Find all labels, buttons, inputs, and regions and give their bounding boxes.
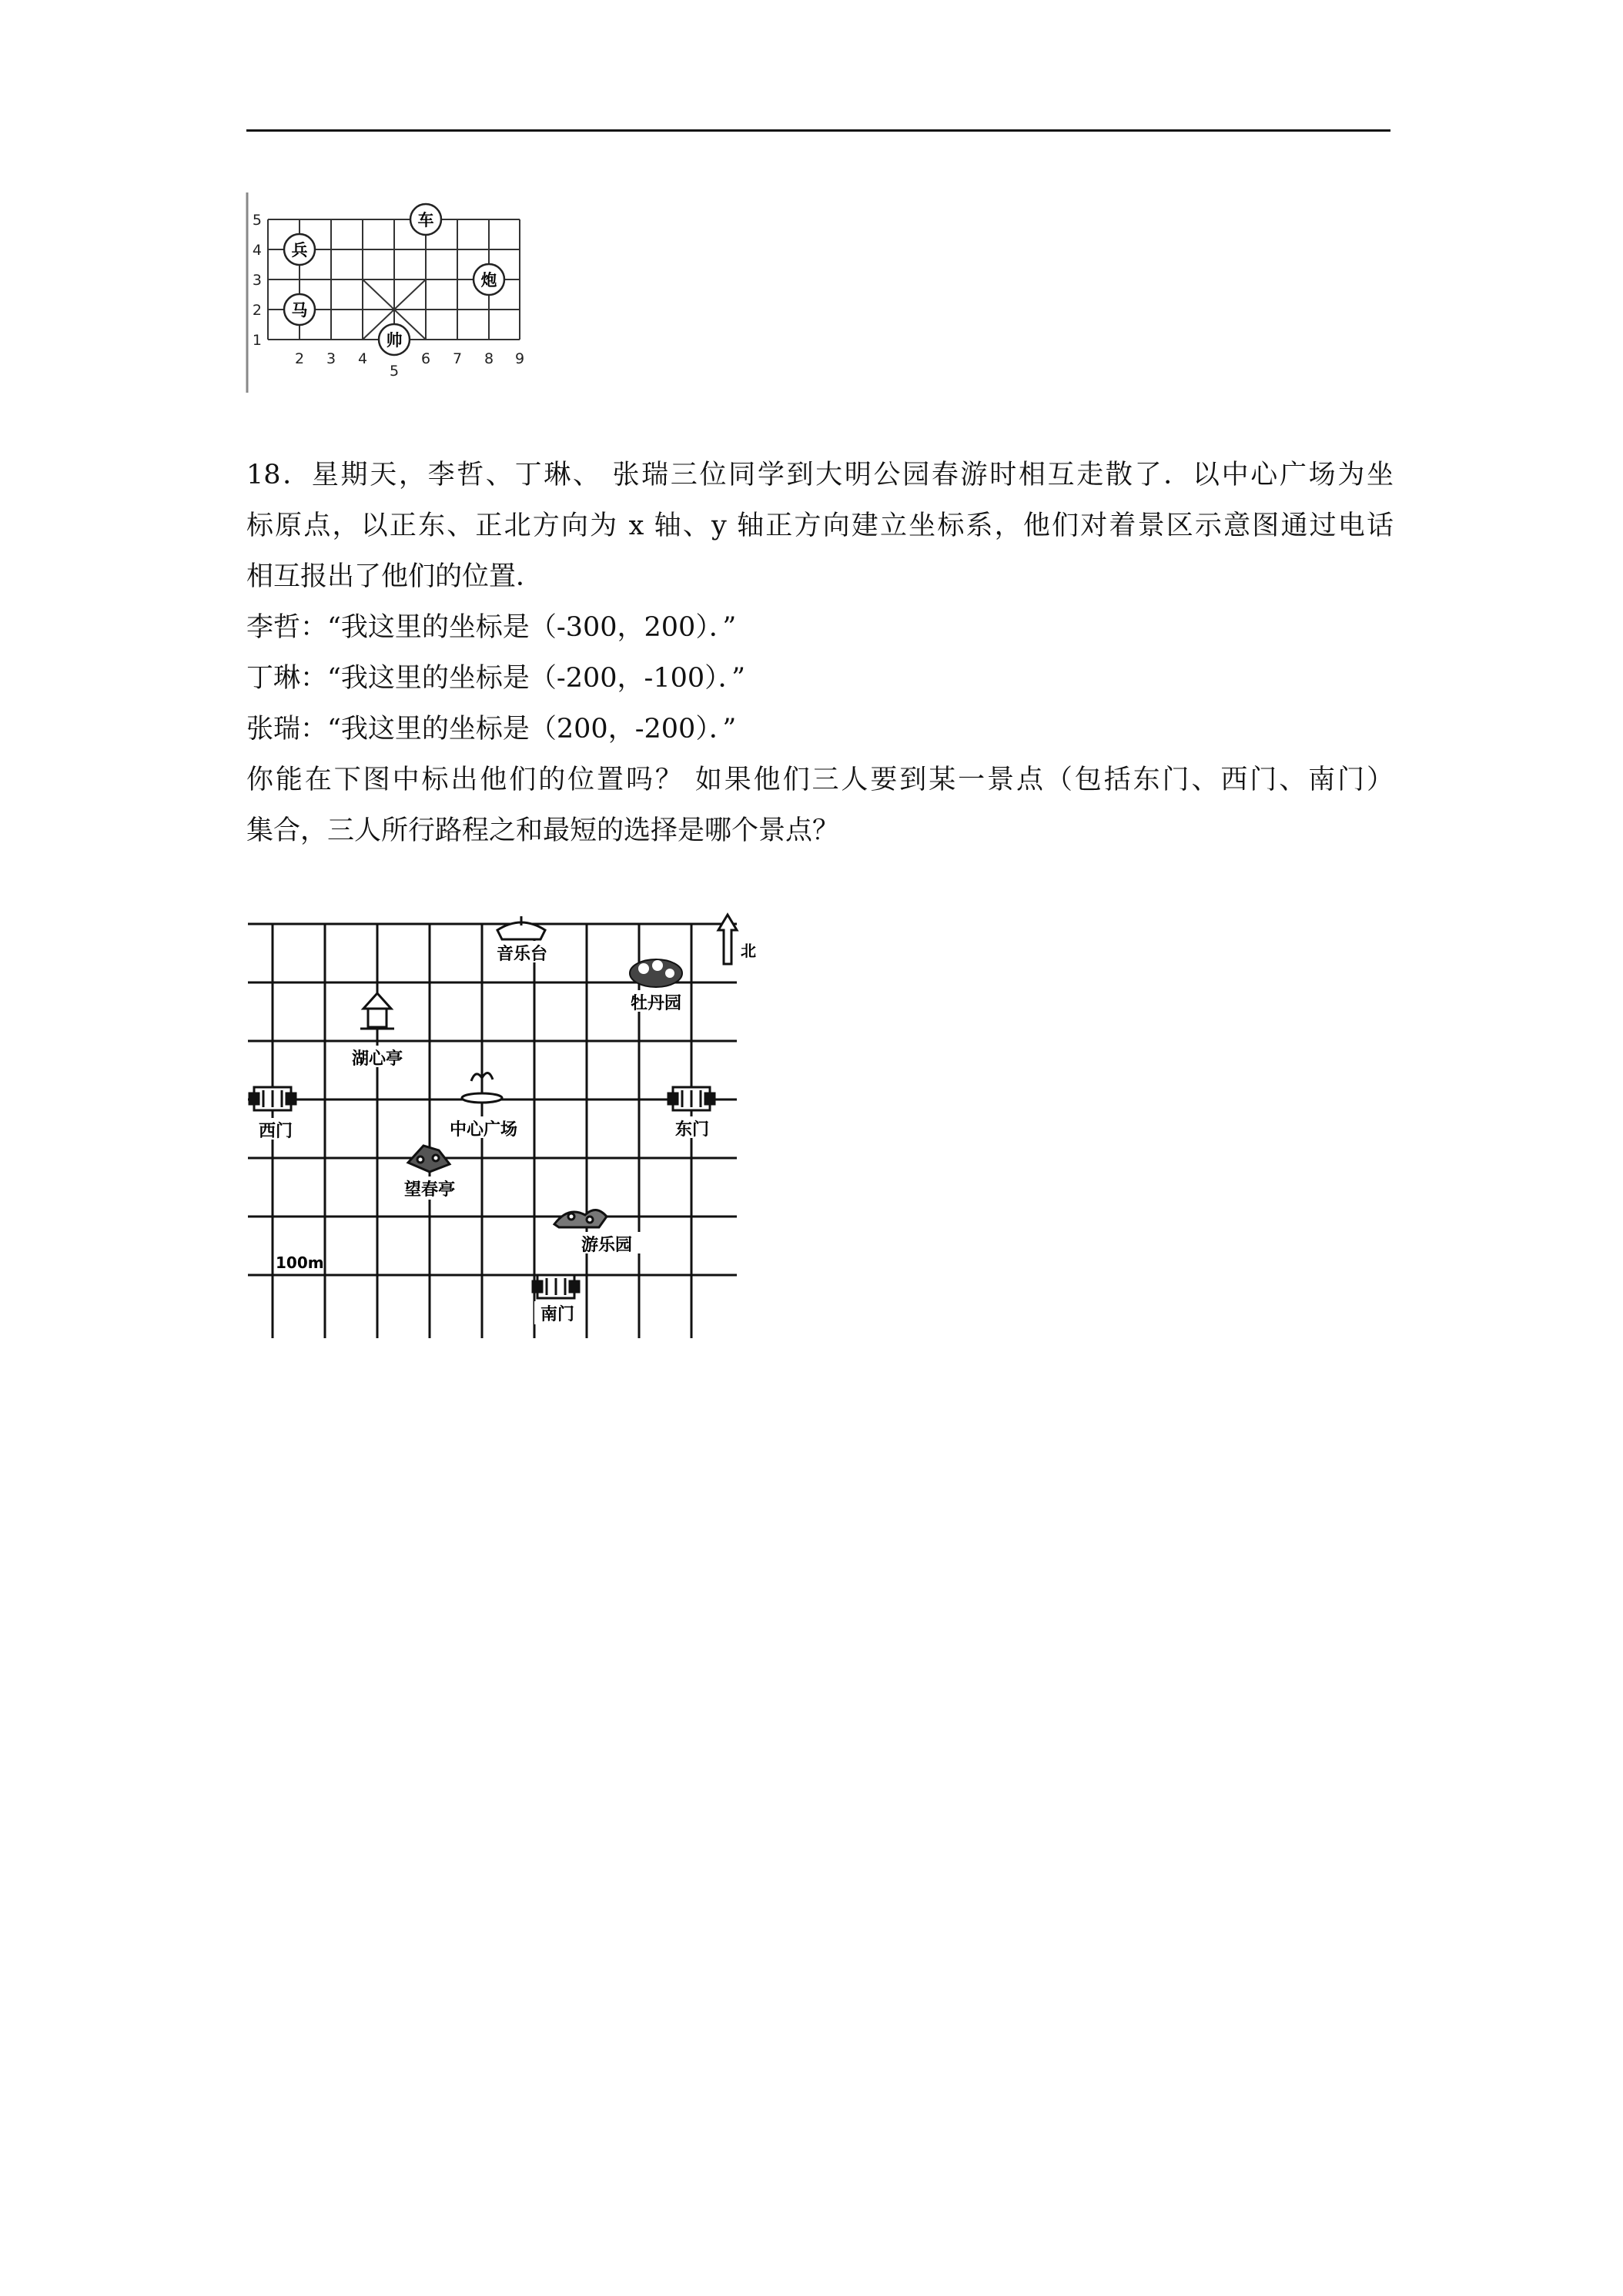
general-piece-label: 帅 bbox=[386, 331, 403, 350]
horse-piece-label: 马 bbox=[291, 301, 308, 320]
quote-ding-lin: 丁琳：“我这里的坐标是（-200，-100）．” bbox=[246, 663, 746, 694]
quote-li-zhe: 李哲：“我这里的坐标是（-300，200）．” bbox=[246, 612, 737, 643]
quote-zhang-rui: 张瑞：“我这里的坐标是（200，-200）．” bbox=[246, 714, 737, 745]
north-arrow-icon bbox=[718, 915, 737, 964]
cannon-piece-icon bbox=[474, 264, 504, 295]
col-label: 2 bbox=[294, 350, 305, 367]
landmark-east-gate-label: 东门 bbox=[674, 1120, 710, 1140]
landmark-amusement-label: 游乐园 bbox=[581, 1236, 633, 1255]
problem-18 bbox=[246, 450, 1394, 856]
col-label: 9 bbox=[514, 350, 525, 367]
landmark-west-gate-label: 西门 bbox=[258, 1122, 293, 1141]
pawn-piece-icon bbox=[284, 234, 315, 265]
music-stage-icon bbox=[497, 916, 545, 939]
col-label: 3 bbox=[326, 350, 336, 367]
scale-label: 100m bbox=[276, 1253, 324, 1272]
col-label: 8 bbox=[484, 350, 494, 367]
col-label: 5 bbox=[389, 363, 400, 380]
chariot-piece-label: 车 bbox=[417, 211, 434, 229]
north-label: 北 bbox=[741, 942, 756, 960]
fountain-icon bbox=[462, 1073, 502, 1103]
row-label: 1 bbox=[252, 332, 262, 349]
landmark-center-label: 中心广场 bbox=[449, 1120, 518, 1140]
amusement-park-icon bbox=[554, 1210, 607, 1227]
problem-line bbox=[246, 500, 1394, 551]
pavilion-icon bbox=[360, 984, 394, 1029]
problem-line-text: 标原点，以正东、正北方向为 x 轴、y 轴正方向建立坐标系，他们对着景区示意图通过电话 bbox=[246, 510, 1394, 541]
landmark-spring-pavilion-label: 望春亭 bbox=[403, 1180, 456, 1200]
question-line: 集合，三人所行路程之和最短的选择是哪个景点？ bbox=[246, 815, 840, 846]
row-label: 4 bbox=[252, 242, 262, 259]
question-line bbox=[246, 755, 1394, 805]
chariot-piece-icon bbox=[410, 204, 441, 235]
general-piece-icon bbox=[379, 324, 410, 355]
row-label: 5 bbox=[252, 212, 262, 229]
gate-icon bbox=[249, 1087, 296, 1110]
col-label: 6 bbox=[420, 350, 431, 367]
pavilion-icon bbox=[408, 1138, 450, 1172]
question-line-text: 你能在下图中标出他们的位置吗？ 如果他们三人要到某一景点（包括东门、西门、南门） bbox=[246, 765, 1394, 795]
chess-board-figure bbox=[245, 192, 537, 393]
col-label: 4 bbox=[357, 350, 368, 367]
pawn-piece-label: 兵 bbox=[291, 241, 308, 259]
landmark-peony-label: 牡丹园 bbox=[630, 994, 682, 1013]
landmark-music-label: 音乐台 bbox=[496, 945, 548, 964]
problem-line bbox=[246, 450, 1394, 500]
landmark-lake-pavilion-label: 湖心亭 bbox=[351, 1049, 403, 1069]
col-label: 7 bbox=[452, 350, 463, 367]
header-rule bbox=[246, 129, 1390, 132]
gate-icon bbox=[668, 1087, 714, 1110]
horse-piece-icon bbox=[284, 294, 315, 325]
cannon-piece-label: 炮 bbox=[480, 271, 497, 290]
problem-line: 相互报出了他们的位置． bbox=[246, 561, 544, 592]
peony-garden-icon bbox=[630, 959, 682, 987]
gate-icon bbox=[533, 1275, 579, 1298]
landmark-south-gate-label: 南门 bbox=[540, 1305, 575, 1324]
row-label: 2 bbox=[252, 302, 262, 319]
problem-line-text: 18．星期天，李哲、丁琳、 张瑞三位同学到大明公园春游时相互走散了．以中心广场为坐 bbox=[246, 460, 1394, 490]
row-label: 3 bbox=[252, 272, 262, 289]
park-map-figure bbox=[248, 909, 756, 1347]
